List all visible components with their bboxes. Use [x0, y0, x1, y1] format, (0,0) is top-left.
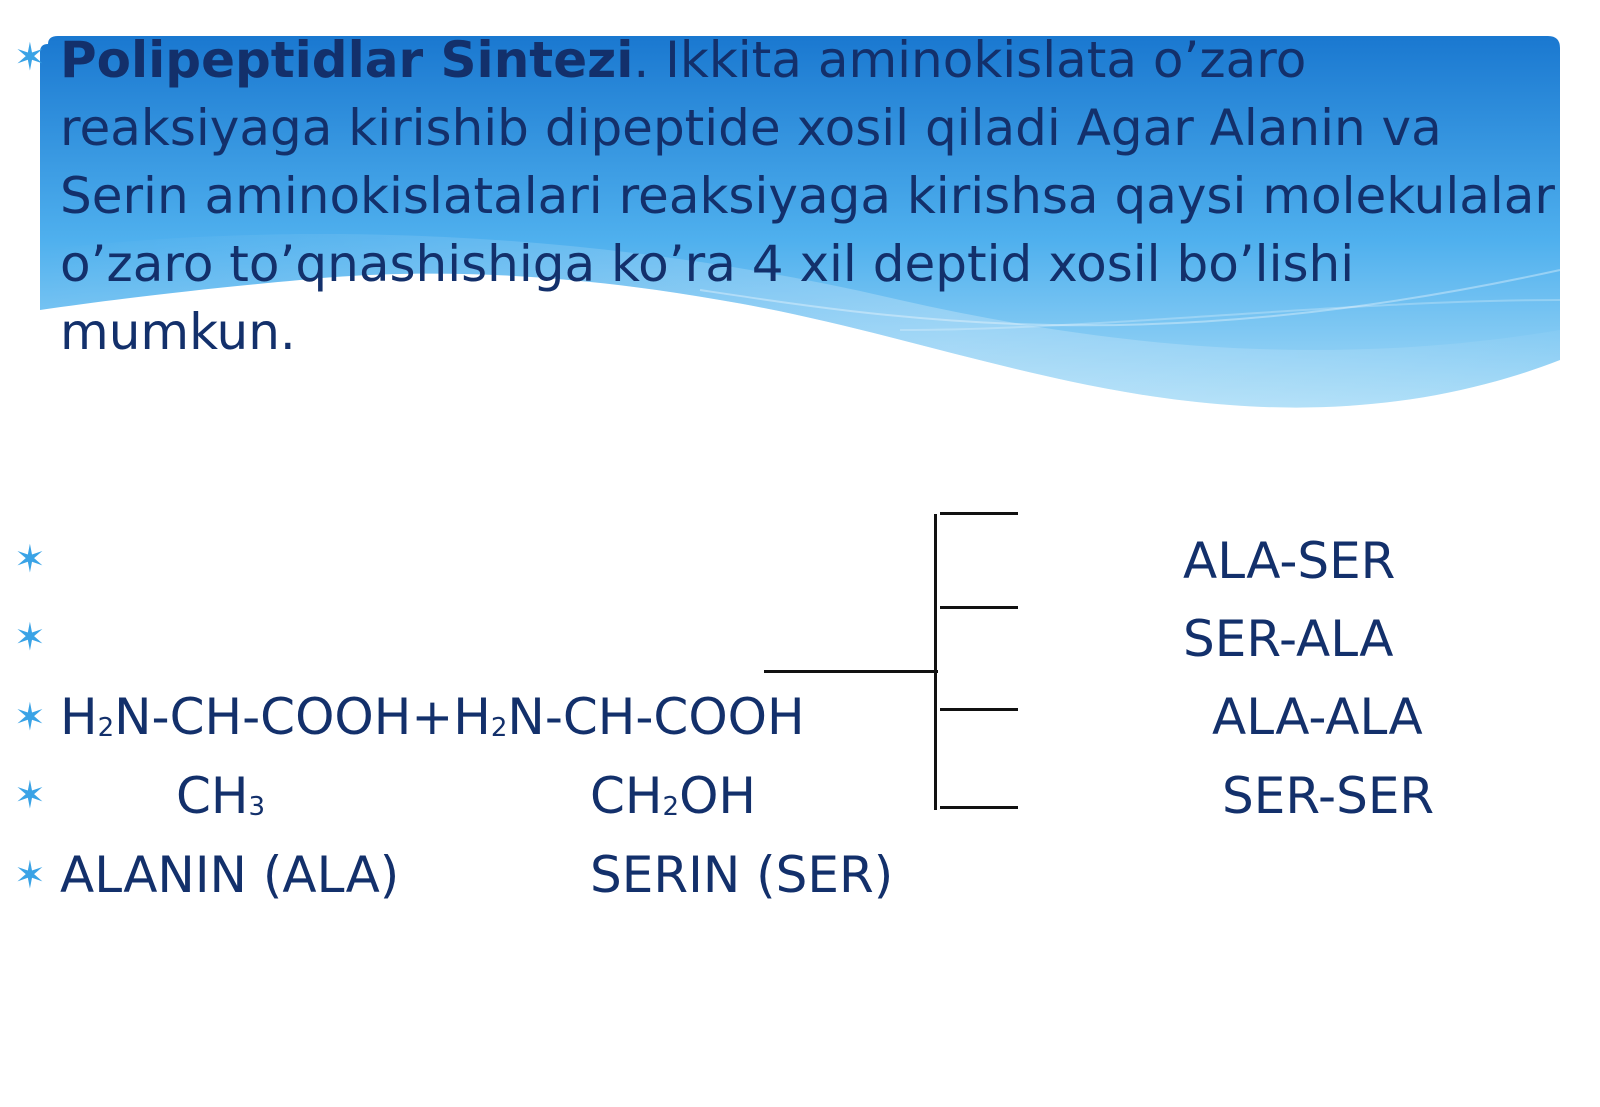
reaction-equation	[60, 688, 805, 746]
side-chain-text: OH	[679, 767, 757, 825]
bracket-stem	[764, 670, 938, 673]
bracket-branch	[940, 606, 1018, 609]
heading-body: . Ikkita aminokislata o’zaro reaksiyaga kirishib dipeptide xosil qiladi Agar Alanin va Serin aminokislatalari reaksiyaga kirishsa qaysi molekulalar o’zaro to’qnashishiga ko’ra 4 xil deptid xosil bo’lishi mumkun.	[60, 31, 1555, 361]
reaction-part: H	[60, 688, 98, 746]
bullet-icon: ✶	[14, 773, 46, 817]
reaction-subscript: 2	[490, 713, 508, 743]
reaction-subscript: 2	[97, 713, 115, 743]
name-serine: SERIN (SER)	[590, 846, 894, 904]
side-chain-subscript: 3	[248, 792, 266, 822]
bullet-icon: ✶	[14, 615, 46, 659]
bullet-icon: ✶	[14, 695, 46, 739]
side-chain-serine	[590, 767, 757, 825]
bracket-branch	[940, 512, 1018, 515]
product-ser-ala: SER-ALA	[1183, 610, 1394, 668]
product-ala-ala: ALA-ALA	[1212, 688, 1423, 746]
heading-paragraph	[60, 26, 1560, 366]
side-chain-alanine	[176, 767, 266, 825]
name-alanine: ALANIN (ALA)	[60, 846, 400, 904]
bullet-icon: ✶	[14, 537, 46, 581]
bracket-branch	[940, 708, 1018, 711]
reaction-part: N-CH-COOH	[507, 688, 805, 746]
side-chain-text: CH	[176, 767, 249, 825]
product-ala-ser: ALA-SER	[1183, 532, 1396, 590]
bullet-icon: ✶	[14, 853, 46, 897]
product-ser-ser: SER-SER	[1222, 767, 1435, 825]
heading-title: Polipeptidlar Sintezi	[60, 31, 634, 89]
bullet-icon: ✶	[14, 35, 46, 79]
bracket-spine	[934, 514, 937, 810]
reaction-part: N-CH-COOH+H	[114, 688, 491, 746]
side-chain-subscript: 2	[662, 792, 680, 822]
side-chain-text: CH	[590, 767, 663, 825]
bracket-branch	[940, 806, 1018, 809]
